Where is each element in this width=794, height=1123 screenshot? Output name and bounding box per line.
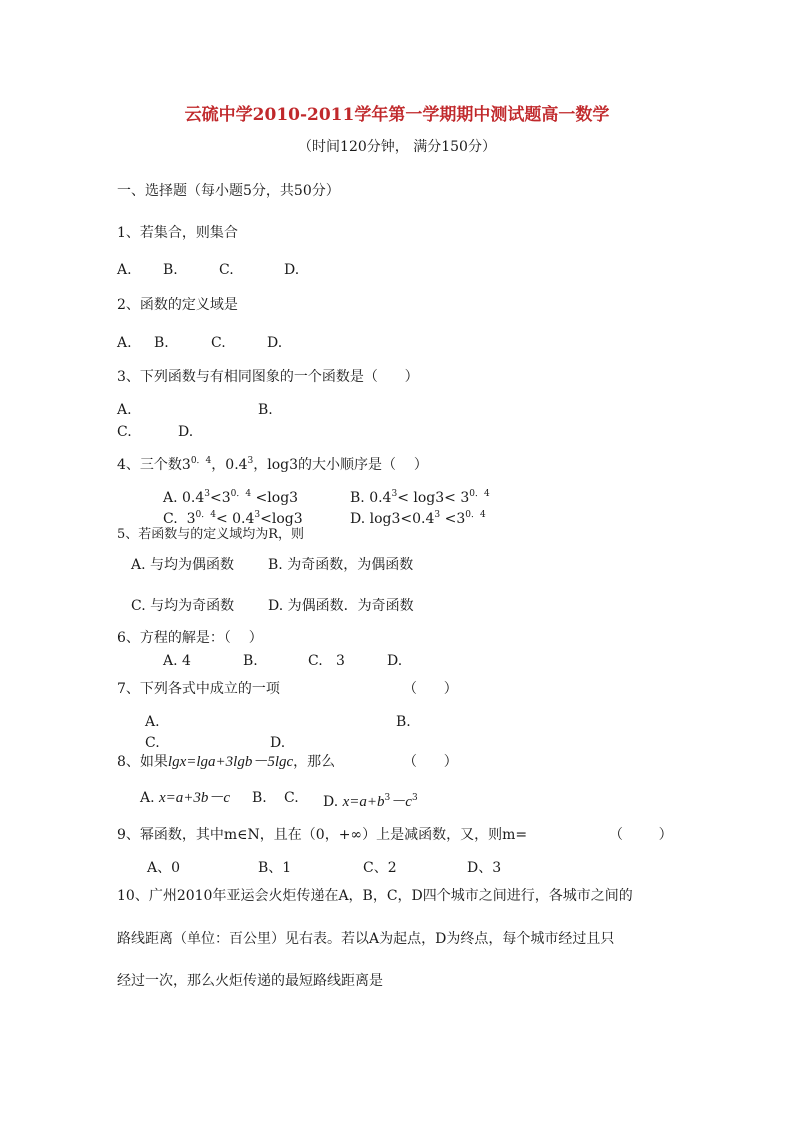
- question-9-stem: 9、幂函数，其中m∈N，且在（0，+∞）上是减函数，又，则m=: [117, 827, 528, 843]
- question-2-stem: 2、函数的定义域是: [117, 297, 238, 313]
- question-10-line-1: 10、广州2010年亚运会火炬传递在A，B，C，D四个城市之间进行，各城市之间的: [117, 888, 633, 904]
- question-8-option-d: D. $x=a+b^3-c^3$: [323, 793, 418, 810]
- question-6-option-b: B.: [243, 653, 258, 669]
- question-2-option-c: C.: [211, 335, 226, 351]
- question-9-answer-paren: （ ）: [609, 827, 673, 843]
- question-4-option-c: C. $3^{0.4}< 0.4^3<\log 3$: [163, 510, 303, 527]
- exam-title: 云硫中学2010-2011学年第一学期期中测试题高一数学: [184, 105, 610, 125]
- question-5-option-a: A. 与均为偶函数: [131, 557, 235, 573]
- question-7-option-a: A.: [145, 714, 160, 730]
- question-4-option-a: A. $0.4^3<3^{0.4} <\log 3$: [163, 489, 299, 506]
- question-4-stem: 4、三个数$3^{0.4}$，$0.4^3$，log3的大小顺序是（ ）: [117, 456, 428, 473]
- question-8-option-a: A. x=a+3b－c: [140, 790, 231, 806]
- question-6-option-d: D.: [387, 653, 403, 669]
- question-1-option-b: B.: [163, 262, 178, 278]
- question-2-option-d: D.: [267, 335, 283, 351]
- question-4-option-d: D. $\log 3<0.4^3 <3^{0.4}$: [350, 510, 486, 527]
- question-1-option-d: D.: [284, 262, 300, 278]
- question-3-option-b: B.: [258, 402, 273, 418]
- question-7-option-b: B.: [396, 714, 411, 730]
- question-3-stem: 3、下列函数与有相同图象的一个函数是（ ）: [117, 369, 419, 385]
- question-8-option-b: B.: [252, 790, 267, 806]
- question-6-option-c: C. 3: [308, 653, 345, 669]
- question-5-option-b: B. 为奇函数，为偶函数: [268, 557, 414, 573]
- question-6-stem: 6、方程的解是：（ ）: [117, 630, 263, 646]
- question-7-answer-paren: （ ）: [403, 681, 458, 697]
- question-7-option-c: C.: [145, 735, 160, 751]
- question-8-option-c: C.: [284, 790, 299, 806]
- question-9-option-d: D、3: [467, 860, 502, 876]
- question-3-option-d: D.: [178, 424, 194, 440]
- question-5-option-d: D. 为偶函数．为奇函数: [268, 598, 414, 614]
- question-2-option-b: B.: [154, 335, 169, 351]
- question-2-option-a: A.: [117, 335, 132, 351]
- question-10-line-3: 经过一次，那么火炬传递的最短路线距离是: [117, 973, 383, 989]
- question-7-stem: 7、下列各式中成立的一项: [117, 681, 280, 697]
- question-1-stem: 1、若集合，则集合: [117, 225, 238, 241]
- question-10-line-2: 路线距离（单位：百公里）见右表。若以A为起点，D为终点，每个城市经过且只: [117, 931, 615, 947]
- question-7-option-d: D.: [270, 735, 286, 751]
- question-8-stem: 8、如果lgx=lga+3lgb－5lgc，那么: [117, 754, 336, 770]
- question-5-option-c: C. 与均为奇函数: [131, 598, 235, 614]
- question-3-option-c: C.: [117, 424, 132, 440]
- section-heading: 一、选择题（每小题5分，共50分）: [117, 183, 340, 199]
- question-1-option-c: C.: [219, 262, 234, 278]
- question-8-answer-paren: （ ）: [403, 754, 458, 770]
- question-4-option-b: B. $0.4^3< \log 3< 3^{0.4}$: [350, 489, 490, 506]
- exam-subtitle: （时间120分钟， 满分150分）: [298, 139, 496, 155]
- question-9-option-b: B、1: [258, 860, 292, 876]
- question-3-option-a: A.: [117, 402, 132, 418]
- question-5-stem: 5、若函数与的定义域均为R，则: [117, 527, 305, 542]
- question-6-option-a: A. 4: [163, 653, 191, 669]
- question-1-option-a: A.: [117, 262, 132, 278]
- question-9-option-a: A、0: [147, 860, 181, 876]
- question-9-option-c: C、2: [363, 860, 397, 876]
